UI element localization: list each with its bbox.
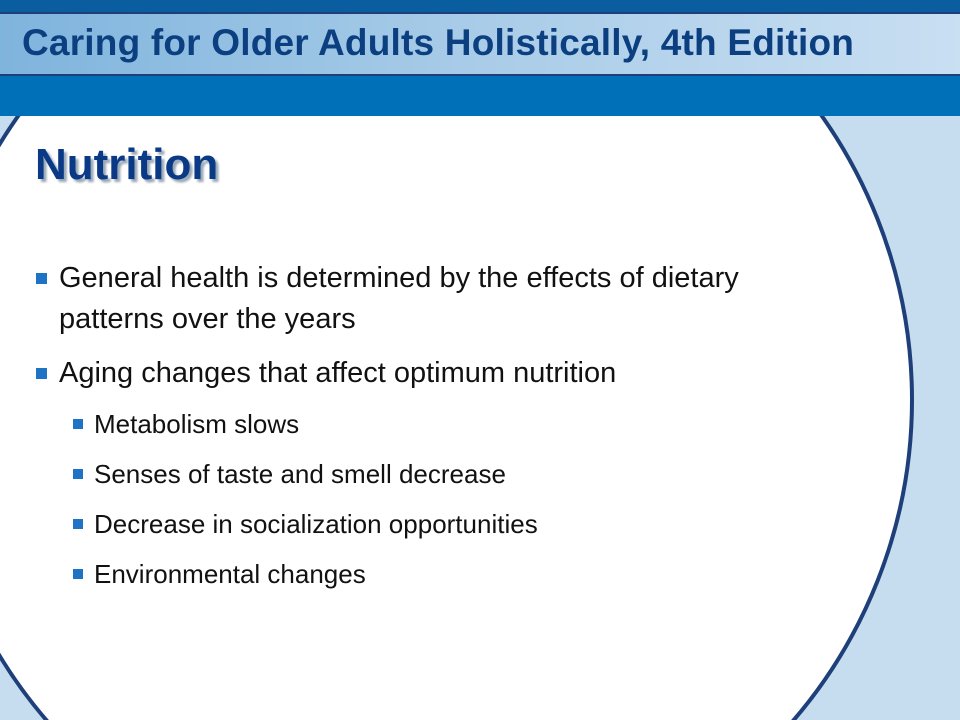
sub-bullet-item [73, 459, 538, 489]
square-bullet-icon [36, 368, 47, 379]
sub-bullet-item [73, 409, 538, 439]
sub-bullet-list [73, 409, 538, 609]
sub-bullet-text: Metabolism slows [94, 409, 300, 439]
sub-bullet-text: Environmental changes [94, 559, 366, 589]
sub-bullet-item [73, 559, 538, 589]
bullet-item [36, 353, 836, 394]
header-top-line [0, 0, 960, 12]
square-bullet-icon [73, 469, 83, 479]
slide-title: Nutrition [35, 140, 219, 189]
square-bullet-icon [73, 419, 83, 429]
bullet-item [36, 258, 836, 340]
sub-bullet-text: Senses of taste and smell decrease [94, 459, 506, 489]
bullet-list [36, 258, 836, 407]
square-bullet-icon [73, 569, 83, 579]
sub-bullet-item [73, 509, 538, 539]
bullet-text: Aging changes that affect optimum nutrition [59, 357, 617, 389]
header-title: Caring for Older Adults Holistically, 4th Edition [22, 22, 855, 63]
square-bullet-icon [36, 273, 47, 284]
square-bullet-icon [73, 519, 83, 529]
bullet-text: General health is determined by the effects of dietary patterns over the years [59, 262, 739, 335]
sub-bullet-text: Decrease in socialization opportunities [94, 509, 538, 539]
